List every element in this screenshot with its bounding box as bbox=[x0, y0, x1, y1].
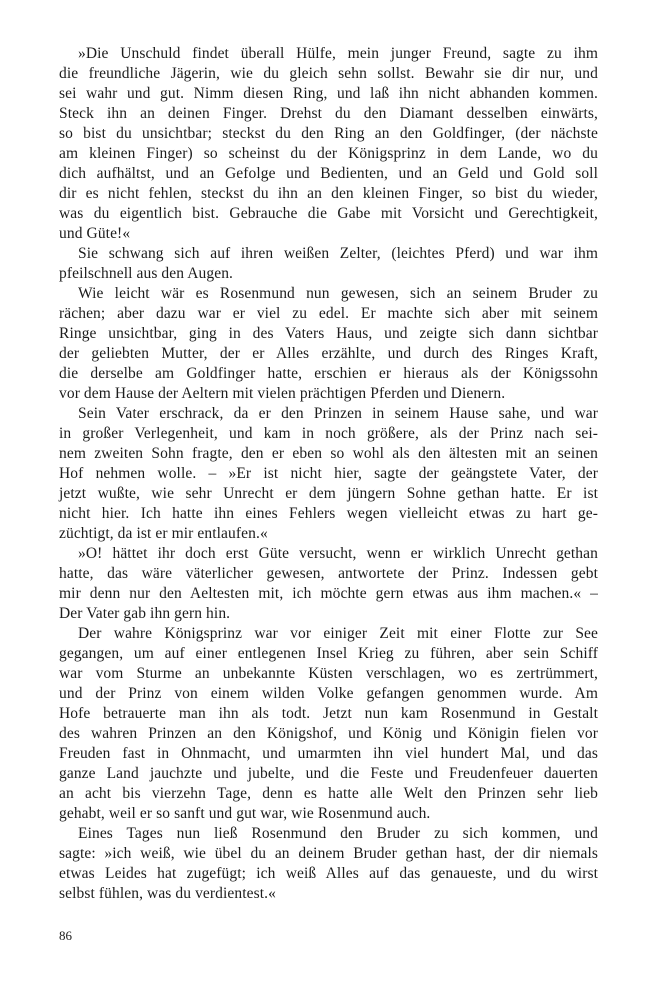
text-line: am kleinen Finger) so scheinst du der Königsprinz in dem Lande, wo du bbox=[59, 145, 598, 162]
text-line: und der Prinz von einem wilden Volke gefangen genommen wurde. Am bbox=[59, 685, 598, 702]
text-line: gegangen, um auf einer entlegenen Insel Krieg zu führen, aber sein Schiff bbox=[59, 645, 598, 662]
text-line: ganze Land jauchzte und jubelte, und die Feste und Freudenfeuer dauerten bbox=[59, 765, 598, 782]
text-line: sagte: »ich weiß, wie übel du an deinem Bruder gethan hast, der dir niemals bbox=[59, 845, 598, 862]
text-line: »O! hättet ihr doch erst Güte versucht, wenn er wirklich Unrecht gethan bbox=[78, 545, 598, 562]
text-line: nicht hier. Ich hatte ihn eines Fehlers wegen vielleicht etwas zu hart ge- bbox=[59, 505, 598, 522]
text-line: gehabt, weil er so sanft und gut war, wie Rosenmund auch. bbox=[59, 805, 431, 822]
text-line: Der wahre Königsprinz war vor einiger Zeit mit einer Flotte zur See bbox=[78, 625, 598, 642]
text-line: Eines Tages nun ließ Rosenmund den Bruder zu sich kommen, und bbox=[78, 825, 598, 842]
text-line: Ringe unsichtbar, ging in des Vaters Haus, und zeigte sich dann sichtbar bbox=[59, 325, 598, 342]
text-line: mir denn nur den Aeltesten mit, ich möchte gern etwas aus ihm machen.« – bbox=[59, 585, 598, 602]
text-line: Wie leicht wär es Rosenmund nun gewesen, sich an seinem Bruder zu bbox=[78, 285, 598, 302]
text-line: was du eigentlich bist. Gebrauche die Gabe mit Vorsicht und Gerechtigkeit, bbox=[59, 205, 598, 222]
text-line: die freundliche Jägerin, wie du gleich sehn sollst. Bewahr sie dir nur, und bbox=[59, 65, 598, 82]
text-line: Der Vater gab ihn gern hin. bbox=[59, 605, 231, 622]
text-line: und Güte!« bbox=[59, 225, 131, 242]
text-line: vor dem Hause der Aeltern mit vielen prächtigen Pferden und Dienern. bbox=[59, 385, 506, 402]
text-line: »Die Unschuld findet überall Hülfe, mein junger Freund, sagte zu ihm bbox=[78, 45, 598, 62]
text-line: so bist du unsichtbar; steckst du den Ring an den Goldfinger, (der nächste bbox=[59, 125, 598, 142]
text-block bbox=[59, 44, 598, 904]
text-line: hatte, das wäre väterlicher gewesen, antwortete der Prinz. Indessen gebt bbox=[59, 565, 598, 582]
text-line: dich aufhältst, und an Gefolge und Bedienten, und an Geld und Gold soll bbox=[59, 165, 598, 182]
text-line: Sie schwang sich auf ihren weißen Zelter, (leichtes Pferd) und war ihm bbox=[78, 245, 598, 262]
text-line: Hofe betrauerte man ihn als todt. Jetzt nun kam Rosenmund in Gestalt bbox=[59, 705, 598, 722]
text-line: Sein Vater erschrack, da er den Prinzen in seinem Hause sahe, und war bbox=[78, 405, 598, 422]
text-line: dir es nicht fehlen, steckst du ihn an den kleinen Finger, so bist du wieder, bbox=[59, 185, 598, 202]
text-line: jetzt wußte, wie sehr Unrecht er dem jüngern Sohne gethan hatte. Er ist bbox=[59, 485, 598, 502]
text-line: selbst fühlen, was du verdientest.« bbox=[59, 885, 277, 902]
text-line: Steck ihn an deinen Finger. Drehst du den Diamant desselben einwärts, bbox=[59, 105, 598, 122]
text-line: an acht bis vierzehn Tage, denn es hatte alle Welt den Prinzen sehr lieb bbox=[59, 785, 598, 802]
text-line: züchtigt, da ist er mir entlaufen.« bbox=[59, 525, 268, 542]
text-line: etwas Leides hat zugefügt; ich weiß Alles auf das genaueste, und du wirst bbox=[59, 865, 598, 882]
text-line: Freuden fast in Ohnmacht, und umarmten ihn viel hundert Mal, und das bbox=[59, 745, 598, 762]
text-line: nem zweiten Sohn fragte, den er eben so wohl als den ältesten mit an seinen bbox=[59, 445, 598, 462]
text-line: war vom Sturme an unbekannte Küsten verschlagen, wo es zertrümmert, bbox=[59, 665, 598, 682]
text-line: des wahren Prinzen an den Königshof, und König und Königin fielen vor bbox=[59, 725, 598, 742]
text-line: sei wahr und gut. Nimm diesen Ring, und laß ihn nicht abhanden kommen. bbox=[59, 85, 598, 102]
text-line: pfeilschnell aus den Augen. bbox=[59, 265, 234, 282]
text-line: Hof nehmen wolle. – »Er ist nicht hier, sagte der geängstete Vater, der bbox=[59, 465, 598, 482]
text-line: rächen; aber dazu war er viel zu edel. Er machte sich aber mit seinem bbox=[59, 305, 598, 322]
text-line: in großer Verlegenheit, und kam in noch größere, als der Prinz nach sei- bbox=[59, 425, 598, 442]
text-line: der geliebten Mutter, der er Alles erzählte, und durch des Ringes Kraft, bbox=[59, 345, 598, 362]
text-line: die derselbe am Goldfinger hatte, erschien er hieraus als der Königssohn bbox=[59, 365, 598, 382]
page-number: 86 bbox=[59, 928, 72, 943]
